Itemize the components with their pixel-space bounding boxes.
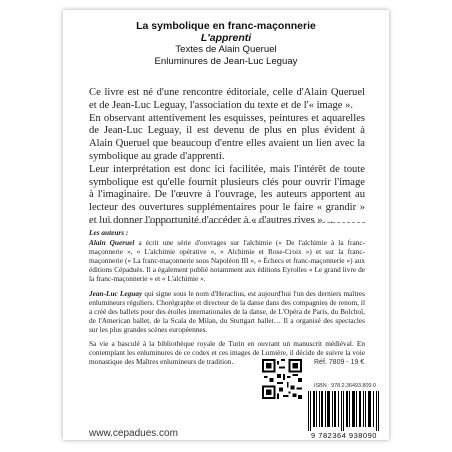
illustrator-bio-text: qui signe sous le nom d'Heraclius, est aujourd'hui l'un des derniers maîtres enlumineurs réguliers. Chorégraphe et directeur de la danse dans des compagnies de renom, il a créé des ballets pour des étoiles internationales de la danse, de L'Opéra de Paris, du Bolchoï, de l'American ballet, de la Scala de Milan, du Stuttgart ballet… Il a organisé des spectacles sur les plus grandes scènes européennes. [89, 288, 365, 334]
publisher-url: www.cepadues.com [89, 428, 178, 439]
book-back-cover [63, 10, 389, 440]
book-title: La symbolique en franc-maçonnerie [136, 20, 316, 32]
author-bio-text: a écrit une série d'ouvrages sur l'alchimie (« De l'alchimie à la franc-maçonnerie », « L'alchimie opérative », « Alchimie et Rose-Croix ») et sur la franc-maçonnerie (« La franc-maçonnerie sous Napoléon III », « Échecs et franc-maçonnerie ») aux éditions Cépaduès. Il a également publié notamment aux éditions Eyrolles « Le grand livre de la franc-maçonnerie » et « L'alchimie ». [89, 238, 366, 284]
qr-code-icon [262, 359, 302, 399]
author-name: Alain Queruel [89, 238, 135, 248]
blurb-paragraph: Leur interprétation est donc ici facilitée, mais l'intérêt de toute symbolique est qu'elle fournit plusieurs clés pour ouvrir l'image à l'imaginaire. De l'œuvre à l'ouvrage, les auteurs apportent au lecteur des ouvertures supplémentaires pour le faire « grandir » et lui donner l'opportunité d'accéder à « d'autres rives »… [89, 163, 365, 226]
illustrator-credit: Enluminures de Jean-Luc Leguay [154, 56, 298, 67]
authors-heading: Les auteurs : [89, 228, 129, 237]
illustrator-bio [89, 289, 365, 334]
blurb-paragraph: Ce livre est né d'une rencontre éditoriale, celle d'Alain Queruel et de Jean-Luc Leguay, l'association du texte et de l'« image ». [89, 87, 365, 111]
illustrator-bio-continued: Sa vie a basculé à la bibliothèque royale de Turin en ouvrant un manuscrit médiéval. En contemplant les enluminures de ce codex et ces images de Lumière, il décide de suivre la voie monastique des Maîtres enlumineurs de tradition. [89, 339, 365, 367]
illustrator-name: Jean-Luc Leguay [89, 288, 143, 298]
authors-section [89, 228, 365, 371]
book-subtitle: L'apprenti [200, 32, 252, 44]
cover-header [63, 20, 389, 68]
blurb [89, 87, 365, 228]
author-bio [89, 238, 365, 283]
section-divider [89, 222, 365, 223]
price-reference: Réf. 7809 - 19 € [314, 359, 365, 366]
barcode-icon [306, 391, 382, 431]
barcode-digits: 9 782364 938090 [311, 431, 377, 440]
author-credit: Textes de Alain Queruel [175, 44, 277, 55]
blurb-paragraph: En observant attentivement les esquisses, peintures et aquarelles de Jean-Luc Leguay, il est devenu de plus en plus évident à Alain Queruel que beaucoup d'entre elles avaient un lien avec la symbolique au grade d'apprenti. [89, 112, 365, 162]
isbn-label: ISBN : 978.2.36493.809.0 [314, 383, 377, 389]
